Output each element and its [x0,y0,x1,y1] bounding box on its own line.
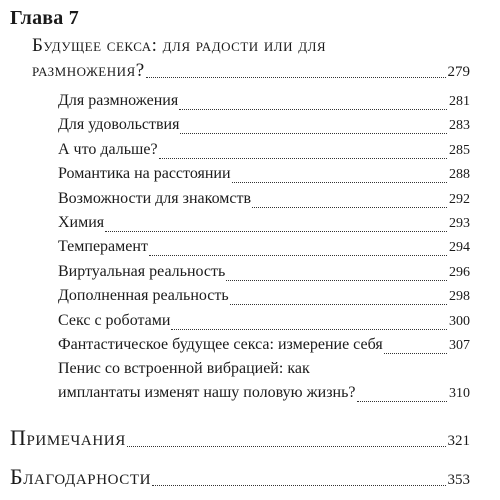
page-number: 283 [449,118,470,133]
page-number: 321 [447,433,470,449]
section-title: Романтика на расстоянии [58,165,231,182]
dot-leader [171,309,447,334]
page-number: 307 [449,338,470,353]
page-number: 279 [447,64,470,80]
toc-entry-1[interactable] [58,89,470,114]
section-title: Фантастическое будущее секса: измерение себя [58,336,383,353]
section-title: Дополненная реальность [58,287,229,304]
dot-leader [152,464,445,490]
section-title: Для размножения [58,92,179,109]
dot-leader [226,260,447,285]
dot-leader [232,162,447,187]
chapter-title-line1: Будущее секса: для радости или для [32,35,327,56]
dot-leader [179,89,447,114]
page-number: 288 [449,167,470,182]
dot-leader [384,333,447,358]
back-matter-title: Благодарности [10,464,152,489]
page-number: 298 [449,289,470,304]
dot-leader [149,235,447,260]
section-title: Химия [58,214,105,231]
section-title: А что дальше? [58,141,158,158]
page-number: 281 [449,94,470,109]
page-number: 292 [449,192,470,207]
dot-leader [105,211,447,236]
toc-entry-5[interactable] [58,187,470,212]
chapter-title-line2: размножения? [32,60,145,81]
section-title: имплантаты изменят нашу половую жизнь? [58,384,356,401]
chapter-title-entry[interactable] [32,60,470,82]
section-title: Возможности для знакомств [58,190,252,207]
toc-entry-2[interactable] [58,113,470,138]
chapter-label: Глава 7 [10,7,79,29]
dot-leader [159,138,447,163]
page-number: 296 [449,265,470,280]
toc-entry-6[interactable] [58,211,470,236]
last-section-line1: Пенис со встроенной вибрацией: как [58,360,310,377]
toc-entry-8[interactable] [58,260,470,285]
dot-leader [146,60,446,82]
back-matter-title: Примечания [10,425,126,450]
toc-entry-11[interactable] [58,333,470,358]
dot-leader [230,284,447,309]
section-title: Для удовольствия [58,116,180,133]
toc-entry-3[interactable] [58,138,470,163]
toc-entry-4[interactable] [58,162,470,187]
page-number: 310 [449,386,470,401]
page-number: 293 [449,216,470,231]
toc-entry-10[interactable] [58,309,470,334]
toc-entry-7[interactable] [58,235,470,260]
toc-entry-9[interactable] [58,284,470,309]
dot-leader [127,425,446,451]
back-matter-acknowledgements[interactable] [10,464,470,490]
section-title: Секс с роботами [58,312,171,329]
back-matter-notes[interactable] [10,425,470,451]
dot-leader [357,381,448,406]
page-number: 294 [449,240,470,255]
page-number: 353 [447,472,470,488]
page-number: 300 [449,314,470,329]
dot-leader [180,113,447,138]
page-number: 285 [449,143,470,158]
section-title: Виртуальная реальность [58,263,226,280]
section-title: Темперамент [58,238,148,255]
dot-leader [252,187,447,212]
toc-entry-12[interactable] [58,381,470,406]
